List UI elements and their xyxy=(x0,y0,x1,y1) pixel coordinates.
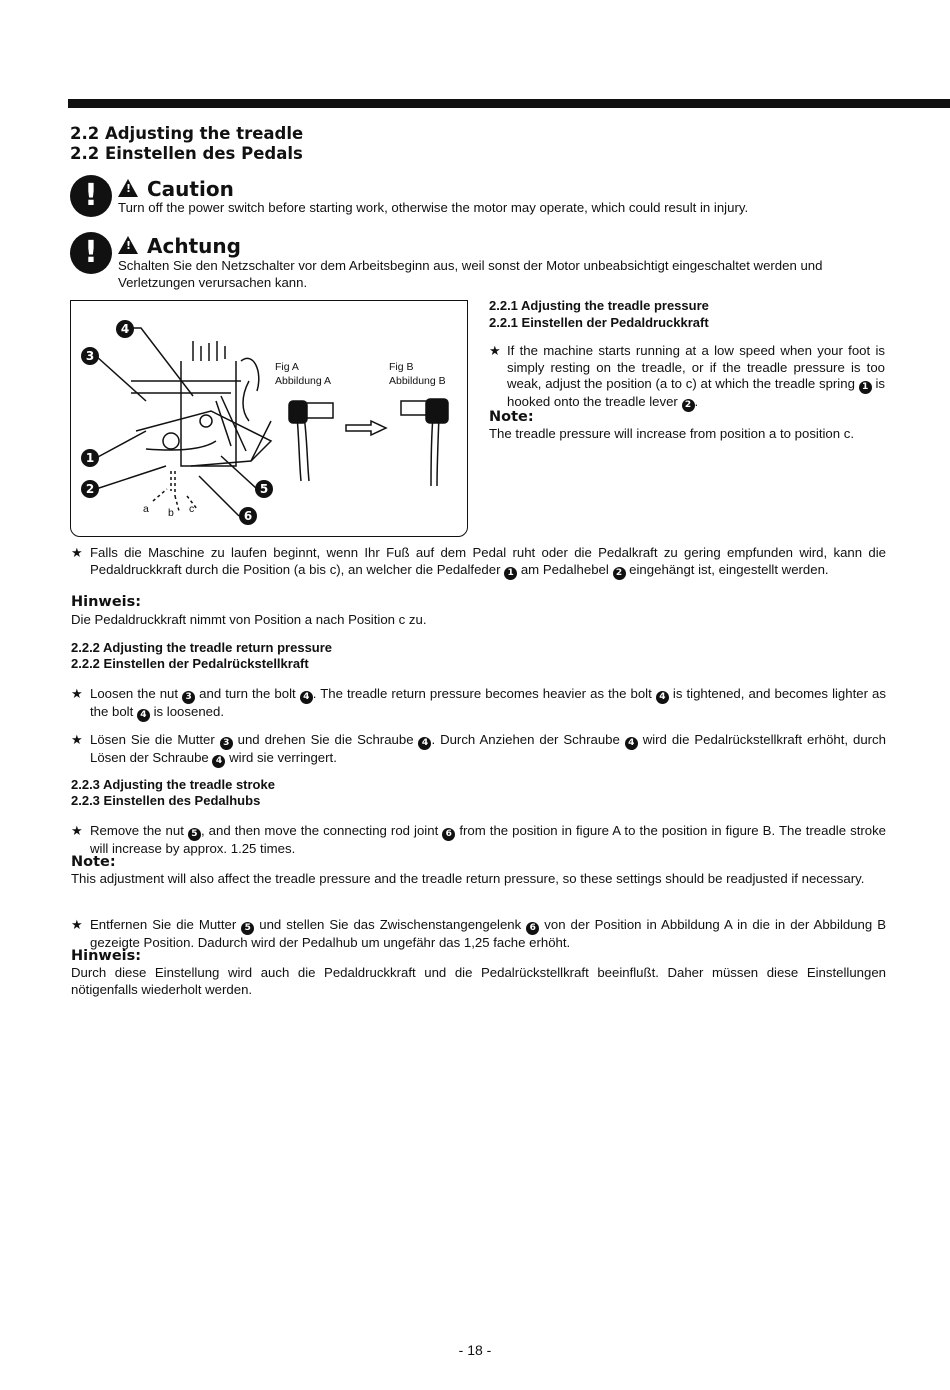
section-title-en: 2.2 Adjusting the treadle xyxy=(70,124,304,143)
fig-b-label-de: Abbildung B xyxy=(389,375,446,387)
callout-4: 4 xyxy=(656,691,669,704)
s223-note-label: Note: xyxy=(71,854,116,870)
star-bullet: ★ xyxy=(71,823,83,838)
s222-title-en: 2.2.2 Adjusting the treadle return pressure xyxy=(71,640,333,655)
page-number: - 18 - xyxy=(458,1342,492,1358)
star-bullet: ★ xyxy=(71,732,83,747)
callout-2: 2 xyxy=(613,567,626,580)
s223-title-en: 2.2.3 Adjusting the treadle stroke xyxy=(71,777,275,792)
callout-4: 4 xyxy=(418,737,431,750)
s221-hinweis-label: Hinweis: xyxy=(71,594,142,610)
achtung-text: Schalten Sie den Netzschalter vor dem Arbeitsbeginn aus, weil sonst der Motor unbeabsichtigt eingeschaltet werden und Verletzungen verursachen kann. xyxy=(118,258,823,290)
s222-title-de: 2.2.2 Einstellen der Pedalrückstellkraft xyxy=(71,656,309,671)
s223-item-en: Remove the nut 5 , and then move the connecting rod joint 6 from the position in figure A to the position in figure B. The treadle stroke will increase by approx. 1.25 times. xyxy=(90,823,887,856)
s223-hinweis-label: Hinweis: xyxy=(71,948,142,964)
s221-item-en: If the machine starts running at a low speed when your foot is simply resting on the treadle, or if the treadle pressure is too weak, adjust the position (a to c) at which the treadle spring 1 is hooked onto the treadle lever 2 . xyxy=(507,343,885,410)
callout-4: 4 xyxy=(300,691,313,704)
s221-note-text: The treadle pressure will increase from position a to position c. xyxy=(489,426,855,441)
fig-b-label: Fig B xyxy=(389,361,414,373)
callout-3: 3 xyxy=(182,691,195,704)
callout-2: 2 xyxy=(81,480,99,498)
caution-title: ! Caution xyxy=(118,177,234,201)
callout-1: 1 xyxy=(504,567,517,580)
callout-5: 5 xyxy=(255,480,273,498)
callout-6: 6 xyxy=(239,507,257,525)
achtung-title: ! Achtung xyxy=(118,234,241,258)
callout-1: 1 xyxy=(81,449,99,467)
figure-box xyxy=(70,300,468,537)
callout-5: 5 xyxy=(241,922,254,935)
position-b-label: b xyxy=(168,507,174,519)
s222-item-de: Lösen Sie die Mutter 3 und drehen Sie die Schraube 4 . Durch Anziehen der Schraube 4 wird die Pedalrückstellkraft erhöht, durch Lösen der Schraube 4 wird sie verringert. xyxy=(90,732,886,766)
exclamation-icon: ! xyxy=(70,175,112,217)
callout-6: 6 xyxy=(442,828,455,841)
s223-item-de: Entfernen Sie die Mutter 5 und stellen Sie das Zwischenstangengelenk 6 von der Position in Abbildung A in die in der Abbildung B gezeigte Position. Dadurch wird der Pedalhub um ungefähr das 1,25 fache erhöht. xyxy=(90,917,887,950)
callout-4: 4 xyxy=(625,737,638,750)
caution-text: Turn off the power switch before starting work, otherwise the motor may operate, which could result in injury. xyxy=(118,200,749,215)
star-bullet: ★ xyxy=(71,686,83,701)
callout-3: 3 xyxy=(81,347,99,365)
warning-triangle-icon xyxy=(118,179,138,197)
callout-4: 4 xyxy=(137,709,150,722)
callout-4: 4 xyxy=(212,755,225,768)
s223-hinweis-text: Durch diese Einstellung wird auch die Pedaldruckkraft und die Pedalrückstellkraft beeinflußt. Daher müssen diese Einstellungen nötigenfalls wiederholt werden. xyxy=(71,965,886,997)
callout-5: 5 xyxy=(188,828,201,841)
s221-note-label: Note: xyxy=(489,409,534,425)
star-bullet: ★ xyxy=(71,917,83,932)
callout-2: 2 xyxy=(682,399,695,412)
fig-a-label-de: Abbildung A xyxy=(275,375,332,387)
treadle-figure xyxy=(71,301,467,536)
section-title-de: 2.2 Einstellen des Pedals xyxy=(70,144,303,163)
s221-title-en: 2.2.1 Adjusting the treadle pressure xyxy=(489,298,709,313)
header-rule xyxy=(68,99,950,108)
star-bullet: ★ xyxy=(71,545,83,560)
fig-a-label: Fig A xyxy=(275,361,299,373)
s221-title-de: 2.2.1 Einstellen der Pedaldruckkraft xyxy=(489,315,709,330)
s223-title-de: 2.2.3 Einstellen des Pedalhubs xyxy=(71,793,261,808)
callout-3: 3 xyxy=(220,737,233,750)
callout-4: 4 xyxy=(116,320,134,338)
s221-hinweis-text: Die Pedaldruckkraft nimmt von Position a nach Position c zu. xyxy=(71,612,427,627)
s222-item-en: Loosen the nut 3 and turn the bolt 4 . The treadle return pressure becomes heavier as the bolt 4 is tightened, and becomes lighter as the bolt 4 is loosened. xyxy=(90,686,886,720)
exclamation-icon: ! xyxy=(70,232,112,274)
position-c-label: c xyxy=(189,503,195,515)
star-bullet: ★ xyxy=(489,343,501,358)
callout-1: 1 xyxy=(859,381,872,394)
callout-6: 6 xyxy=(526,922,539,935)
warning-triangle-icon xyxy=(118,236,138,254)
s223-note-text: This adjustment will also affect the treadle pressure and the treadle return pressure, so these settings should be readjusted if necessary. xyxy=(71,871,865,886)
position-a-label: a xyxy=(143,503,149,515)
s221-item-de: Falls die Maschine zu laufen beginnt, wenn Ihr Fuß auf dem Pedal ruht oder die Pedalkraft zu gering empfunden wird, kann die Pedaldruckkraft durch die Position (a bis c), an welcher die Pedalfeder 1 am Pedalhebel 2 eingehängt ist, eingestellt werden. xyxy=(90,545,886,578)
